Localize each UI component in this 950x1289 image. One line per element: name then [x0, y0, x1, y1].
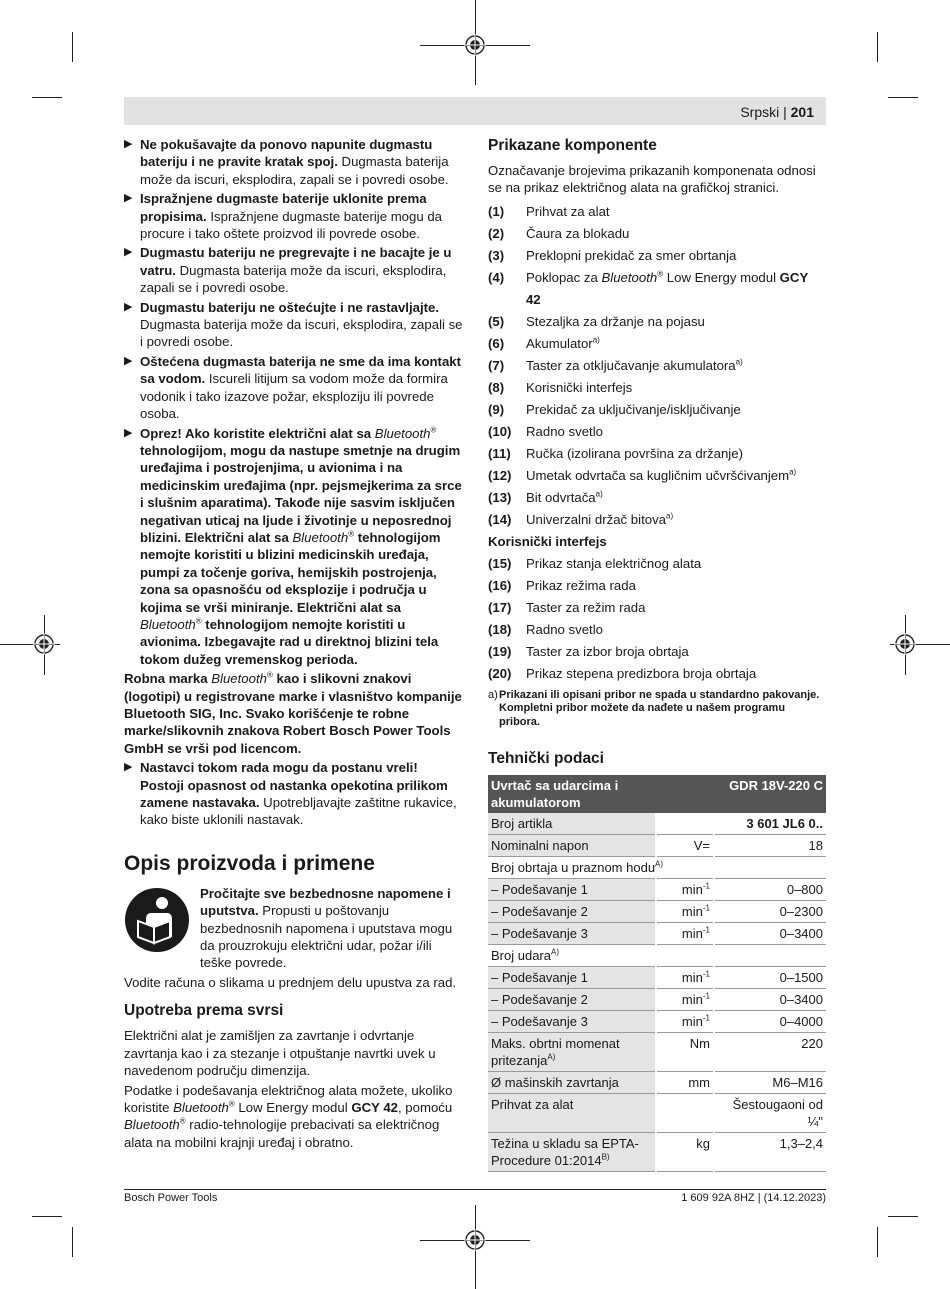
item-number: (11) — [488, 445, 511, 461]
trademark-notice: Robna marka Bluetooth® kao i slikovni znakovi (logotipi) u registrovane marke i vlasništvo kompanije Bluetooth SIG, Inc. Svako korišćenje te robne marke/slikovnih znakova Robert Bosch Power Tools GmbH se vrši pod licencom. — [124, 670, 462, 756]
crop-mark — [888, 97, 918, 98]
footnote: a) Prikazani ili opisani pribor ne spada u standardno pakovanje. Kompletni pribor možete da nađete u našem programu pribora. — [488, 688, 820, 728]
item-label: Prihvat za alat — [526, 203, 610, 219]
footer-brand: Bosch Power Tools — [124, 1192, 218, 1204]
spec-value: 0–1500 — [714, 967, 826, 989]
item-label: Taster za režim rada — [526, 599, 646, 615]
item-label: Prekidač za uključivanje/isključivanje — [526, 401, 741, 417]
spec-value: M6–M16 — [714, 1072, 826, 1094]
bluetooth-caution-bullet: ▶ Oprez! Ako koristite električni alat sa Bluetooth® tehnologijom, mogu da nastupe smetnje na drugim uređajima i postrojenjima, u avionima i na medicinskim uređajima (npr. pejsmejkerima za srce i slušnim aparatima). Takođe nije sasvim isključen negativan uticaj na ljude i životinje u neposrednoj blizini. Električni alat sa Bluetooth® tehnologijom nemojte koristiti u blizini medicinskih uređaja, pumpi za točenje goriva, hemijskih postrojenja, zona sa opasnošću od eksplozije i područja u kojima se vrši miniranje. Električni alat sa Bluetooth® tehnologijom nemojte koristiti u avionima. Izbegavajte rad u direktnoj blizini tela tokom dužeg vremenskog perioda. — [124, 425, 462, 667]
item-label: Umetak odvrtača sa kugličnim učvršćivanjem$^{a)}$ — [526, 467, 797, 483]
list-item — [488, 377, 826, 399]
spec-label: – Podešavanje 3 — [488, 1011, 656, 1033]
spec-label: Težina u skladu sa EPTA-Procedure $01:2014^{B)}$ — [488, 1133, 656, 1172]
item-label: Radno svetlo — [526, 423, 603, 439]
list-item — [488, 333, 826, 355]
safety-bullet: ▶ Dugmastu bateriju ne oštećujte i ne rastavljajte. Dugmasta baterija može da iscuri, eksplodira, zapali se i povredi osobe. — [124, 299, 463, 350]
header-band — [124, 97, 826, 125]
safety-bullet: ▶ Ne pokušavajte da ponovo napunite dugmastu bateriju i ne pravite kratak spoj. Dugmasta baterija može da iscuri, eksplodira, zapali se i povredi osobe. — [124, 137, 449, 187]
bullet-arrow-icon: ▶ — [124, 192, 133, 205]
item-number: (4) — [488, 269, 505, 285]
spec-unit — [656, 813, 714, 835]
spec-unit: $\min^{-1}$ — [656, 879, 714, 901]
list-item — [488, 201, 826, 223]
item-label: Prikaz stanja električnog alata — [526, 555, 702, 571]
table-row — [488, 989, 826, 1011]
crop-mark — [72, 32, 73, 62]
registration-mark-icon — [894, 633, 916, 655]
section-heading: Opis proizvoda i primene — [124, 851, 375, 875]
registration-mark-icon — [464, 1229, 486, 1251]
bullet-arrow-icon: ▶ — [124, 246, 133, 259]
spec-label: Ø mašinskih zavrtanja — [488, 1072, 656, 1094]
spec-label: – Podešavanje 1 — [488, 879, 656, 901]
table-row — [488, 923, 826, 945]
crop-mark — [32, 1216, 62, 1217]
spec-value: 0–2300 — [714, 901, 826, 923]
spec-value: Šestougaoni od ¼" — [714, 1094, 826, 1133]
spec-value: 220 — [714, 1033, 826, 1072]
spec-unit: kg — [656, 1133, 714, 1172]
page-header: Srpski | 201 — [740, 104, 814, 120]
table-row — [488, 945, 826, 967]
list-item — [488, 597, 826, 619]
spec-unit: Nm — [656, 1033, 714, 1072]
item-label: Stezaljka za držanje na pojasu — [526, 313, 705, 329]
list-item — [488, 663, 826, 685]
spec-value: 18 — [714, 835, 826, 857]
footer-rule — [124, 1189, 826, 1190]
table-row — [488, 813, 826, 835]
item-number: (14) — [488, 511, 512, 527]
technical-data-table — [488, 775, 826, 1172]
footer-doc-id: 1 609 92A 8HZ | (14.12.2023) — [681, 1192, 826, 1204]
components-heading: Prikazane komponente — [488, 137, 657, 154]
spec-label: – Podešavanje 2 — [488, 901, 656, 923]
spec-value: 0–3400 — [714, 923, 826, 945]
crop-mark — [32, 97, 62, 98]
list-item — [488, 619, 826, 641]
list-item — [488, 443, 826, 465]
spec-unit: $\min^{-1}$ — [656, 967, 714, 989]
spec-label: – Podešavanje 2 — [488, 989, 656, 1011]
item-number: (19) — [488, 643, 512, 659]
list-item — [488, 245, 826, 267]
spec-label: Maks. obrtni momenat pritezanja$^{A)}$ — [488, 1033, 656, 1072]
item-label: Ručka (izolirana površina za držanje) — [526, 445, 743, 461]
table-header-label: Uvrtač sa udarcima i akumulatorom — [488, 775, 656, 813]
safety-bullet: ▶ Dugmastu bateriju ne pregrevajte i ne bacajte je u vatru. Dugmasta baterija može da iscuri, eksplodira, zapali se i povredi osobe. — [124, 245, 452, 296]
bullet-arrow-icon: ▶ — [124, 354, 133, 367]
item-number: (18) — [488, 621, 512, 637]
spec-label: Broj artikla — [488, 813, 656, 835]
list-item — [488, 311, 826, 333]
spec-unit: mm — [656, 1072, 714, 1094]
images-note: Vodite računa o slikama u prednjem delu upustva za rad. — [124, 974, 457, 990]
bullet-arrow-icon: ▶ — [124, 426, 133, 439]
right-column — [488, 136, 826, 1172]
user-interface-list — [488, 553, 826, 685]
list-item — [488, 355, 826, 377]
table-row — [488, 901, 826, 923]
item-number: (10) — [488, 423, 512, 439]
item-label: Korisnički interfejs — [526, 379, 633, 395]
item-label: Univerzalni držač bitova$^{a)}$ — [526, 511, 674, 527]
bullet-arrow-icon: ▶ — [124, 138, 133, 150]
spec-value: 1,3–2,4 — [714, 1133, 826, 1172]
user-interface-heading: Korisnički interfejs — [488, 533, 607, 549]
item-number: (12) — [488, 467, 512, 483]
table-header-row — [488, 775, 826, 813]
list-item — [488, 553, 826, 575]
spec-label: Nominalni napon — [488, 835, 656, 857]
registration-mark-icon — [464, 34, 486, 56]
table-row — [488, 1133, 826, 1172]
item-number: (1) — [488, 203, 505, 219]
spec-label: Broj obrtaja u praznom hodu$^{A)}$ — [488, 857, 826, 879]
list-item — [488, 465, 826, 487]
item-label: Čaura za blokadu — [526, 225, 630, 241]
list-item — [488, 399, 826, 421]
item-label: Prikaz režima rada — [526, 577, 636, 593]
spec-value: 0–3400 — [714, 989, 826, 1011]
bullet-arrow-icon: ▶ — [124, 761, 133, 774]
item-label: Radno svetlo — [526, 621, 603, 637]
table-row — [488, 1072, 826, 1094]
item-label: Poklopac za Bluetooth® Low Energy modul GCY 42 — [525, 269, 809, 307]
item-number: (6) — [488, 335, 505, 351]
item-number: (8) — [488, 379, 505, 395]
spec-unit: V= — [656, 835, 714, 857]
spec-unit: $\min^{-1}$ — [656, 901, 714, 923]
item-label: Taster za izbor broja obrtaja — [526, 643, 689, 659]
table-row — [488, 1033, 826, 1072]
item-label: Preklopni prekidač za smer obrtanja — [526, 247, 737, 263]
table-header-model: GDR 18V-220 C — [656, 775, 826, 813]
read-manual-icon — [124, 887, 190, 953]
safety-bullet: ▶ Ispražnjene dugmaste baterije uklonite prema propisima. Ispražnjene dugmaste baterije mogu da procure i tako oštete proizvod ili povrede osobe. — [124, 191, 443, 242]
spec-value: 0–800 — [714, 879, 826, 901]
spec-unit — [656, 1094, 714, 1133]
bluetooth-module-text: Podatke i podešavanja električnog alata možete, ukoliko koristite Bluetooth® Low Energy modul GCY 42, pomoću Bluetooth® radio-tehnologije prebacivati sa električnog alata na mobilni krajnji uređaj i obratno. — [124, 1082, 453, 1150]
list-item — [488, 641, 826, 663]
item-number: (9) — [488, 401, 505, 417]
item-number: (5) — [488, 313, 505, 329]
spec-value: 0–4000 — [714, 1011, 826, 1033]
crop-mark — [877, 1227, 878, 1257]
table-row — [488, 835, 826, 857]
left-column — [124, 136, 464, 1153]
table-row — [488, 967, 826, 989]
table-row — [488, 1094, 826, 1133]
spec-label: Broj udara$^{A)}$ — [488, 945, 826, 967]
spec-unit: $\min^{-1}$ — [656, 1011, 714, 1033]
spec-unit: $\min^{-1}$ — [656, 989, 714, 1011]
bullet-arrow-icon: ▶ — [124, 300, 133, 313]
item-number: (15) — [488, 555, 512, 571]
technical-data-heading: Tehnički podaci — [488, 750, 604, 768]
page-number: 201 — [790, 104, 814, 120]
list-item — [488, 487, 826, 509]
read-instructions-warning: Pročitajte sve bezbednosne napomene i uputstva. Propusti u poštovanju bezbednosnih napomena i uputstava mogu da prouzrokuju električni udar, požar i/ili teške povrede. — [124, 885, 464, 972]
table-row — [488, 857, 826, 879]
item-label: Prikaz stepena predizbora broja obrtaja — [526, 665, 757, 681]
spec-unit: $\min^{-1}$ — [656, 923, 714, 945]
item-label: Bit odvrtača$^{a)}$ — [526, 489, 603, 505]
item-number: (20) — [488, 665, 512, 681]
intended-use-text: Električni alat je zamišljen za zavrtanje i odvrtanje zavrtanja kao i za stezanje i otpuštanje navrtki uvek u navedenom području dimenzija. — [124, 1028, 436, 1079]
spec-value: 3 601 JL6 0.. — [714, 813, 826, 835]
list-item — [488, 223, 826, 245]
table-row — [488, 1011, 826, 1033]
item-number: (13) — [488, 489, 512, 505]
item-label: Taster za otključavanje akumulatora$^{a)}$ — [526, 357, 743, 373]
item-number: (7) — [488, 357, 505, 373]
intended-use-heading: Upotreba prema svrsi — [124, 1002, 284, 1020]
spec-label: – Podešavanje 1 — [488, 967, 656, 989]
item-label: Akumulator$^{a)}$ — [526, 335, 600, 351]
header-section: Srpski — [740, 104, 780, 120]
safety-bullet: ▶ Oštećena dugmasta baterija ne sme da ima kontakt sa vodom. Iscureli litijum sa vodom može da formira vodonik i tako izazove požar, eksploziju ili povrede osoba. — [124, 353, 462, 422]
battery-bullets — [124, 136, 464, 423]
hot-attachment-bullet: ▶ Nastavci tokom rada mogu da postanu vreli! Postoji opasnost od nastanka opekotina prilikom zamene nastavaka. Upotrebljavajte zaštitne rukavice, kako biste uklonili nastavak. — [124, 760, 457, 828]
list-item — [488, 267, 826, 311]
table-row — [488, 879, 826, 901]
crop-mark — [877, 32, 878, 62]
components-intro: Označavanje brojevima prikazanih komponenata odnosi se na prikaz električnog alata na grafičkoj stranici. — [488, 163, 816, 196]
spec-label: Prihvat za alat — [488, 1094, 656, 1133]
crop-mark — [72, 1227, 73, 1257]
spec-label: – Podešavanje 3 — [488, 923, 656, 945]
registration-mark-icon — [33, 633, 55, 655]
list-item — [488, 575, 826, 597]
item-number: (16) — [488, 577, 512, 593]
crop-mark — [888, 1216, 918, 1217]
item-number: (3) — [488, 247, 505, 263]
item-number: (2) — [488, 225, 505, 241]
components-list — [488, 201, 826, 531]
list-item — [488, 509, 826, 531]
list-item — [488, 421, 826, 443]
item-number: (17) — [488, 599, 512, 615]
